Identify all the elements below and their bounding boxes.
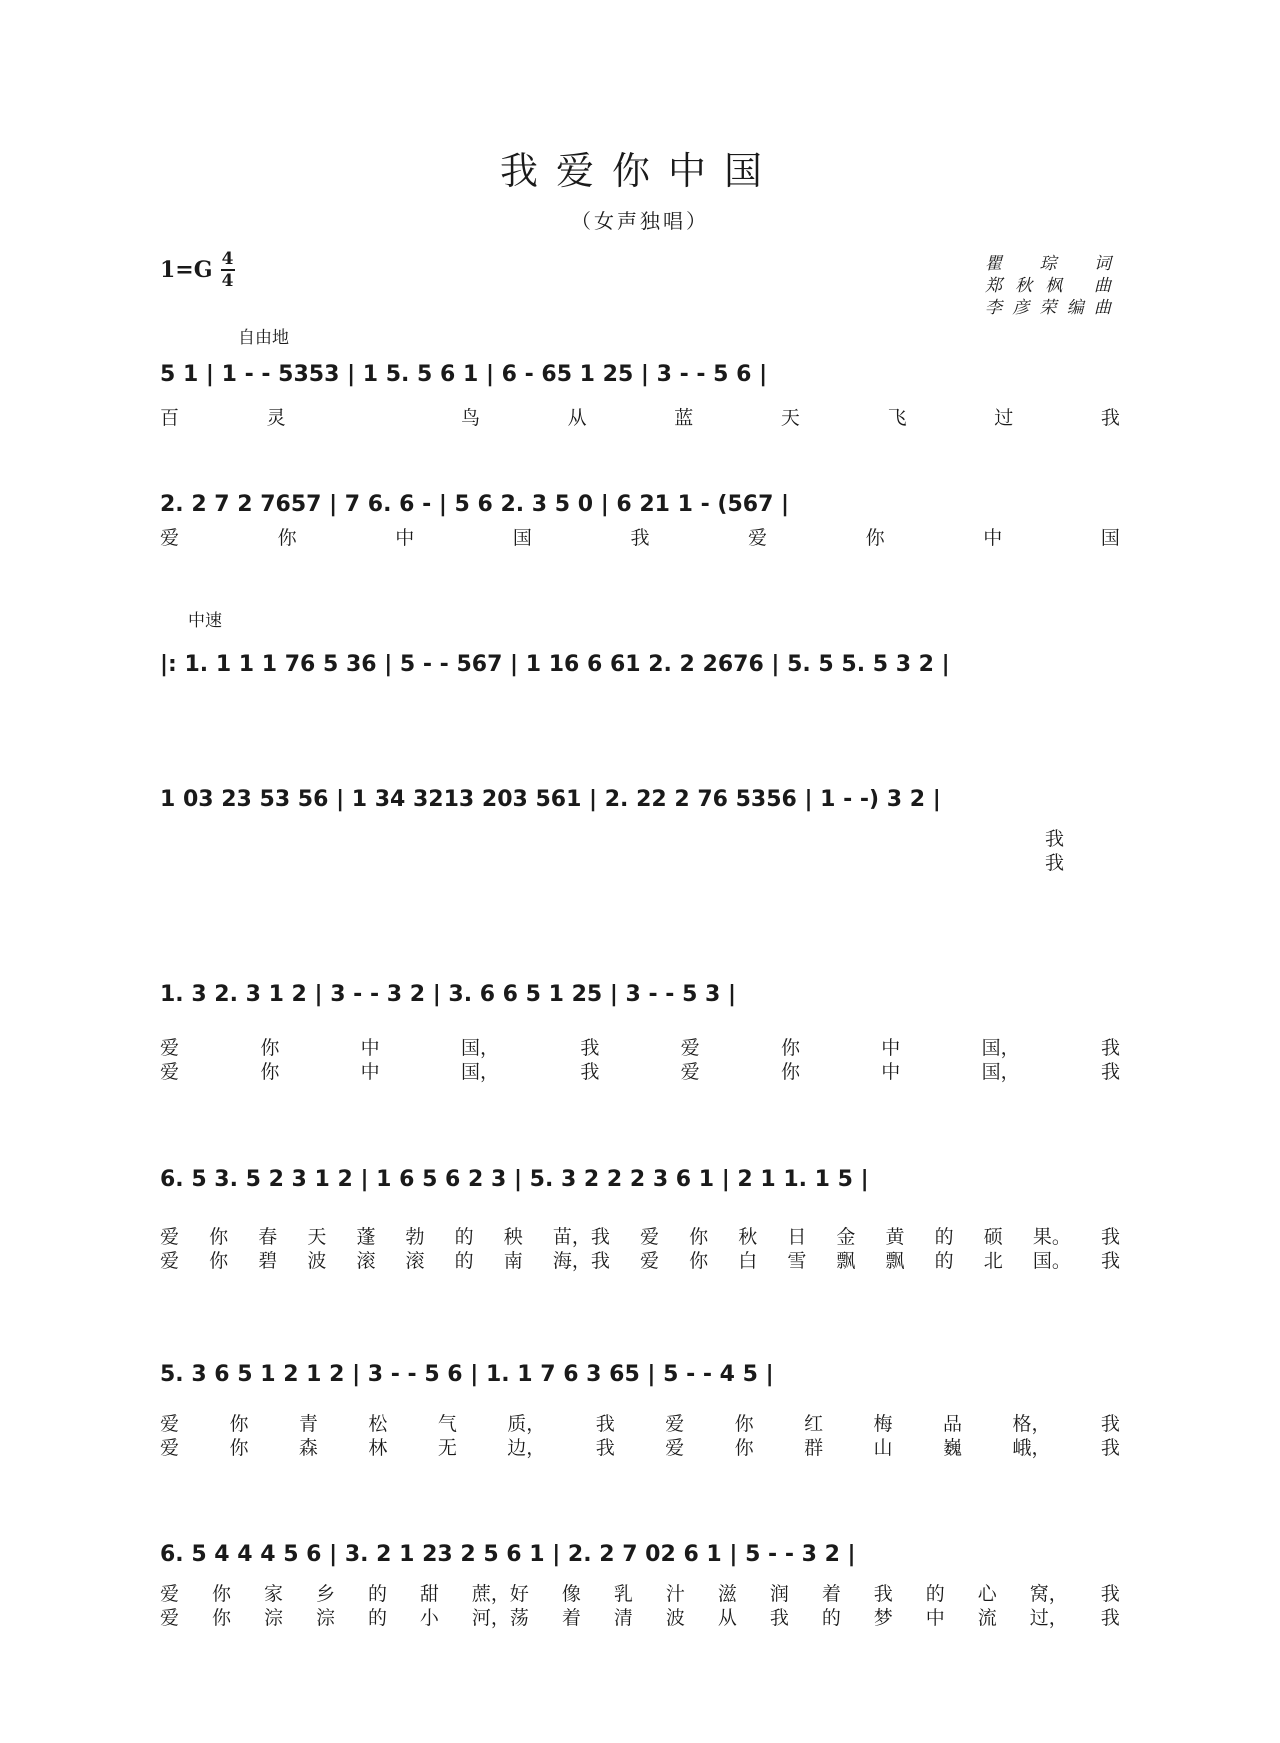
lyric-syllable: 你	[260, 1037, 280, 1059]
lyrics-block	[160, 1225, 1120, 1273]
lyric-syllable: 飘	[836, 1250, 856, 1272]
lyric-syllable: 我	[595, 1413, 615, 1435]
lyricist-credit: 瞿 琮 词	[985, 254, 1115, 274]
lyric-syllable: 的	[934, 1250, 954, 1272]
lyric-syllable: 你	[209, 1250, 229, 1272]
lyric-syllable: 爱	[160, 1437, 180, 1459]
lyrics-verse-1	[160, 1582, 1120, 1606]
lyric-syllable: 着	[561, 1607, 581, 1629]
lyric-syllable: 滋	[717, 1583, 737, 1605]
lyric-syllable: 淙	[315, 1607, 335, 1629]
lyric-syllable: 像	[561, 1583, 581, 1605]
lyric-syllable: 你	[229, 1437, 249, 1459]
tempo-free: 自由地	[238, 328, 289, 348]
lyric-syllable: 你	[734, 1437, 754, 1459]
lyrics-block	[160, 1582, 1120, 1630]
lyric-syllable: 你	[689, 1226, 709, 1248]
lyric-syllable: 我	[630, 527, 650, 549]
notation-text: |: 1. 1 1 1 76 5 36 | 5 - - 567 | 1 16 6 61 2. 2 2676 | 5. 5 5. 5 3 2 |	[160, 652, 950, 677]
lyric-syllable: 百	[160, 407, 180, 429]
lyric-syllable: 质，	[507, 1413, 546, 1435]
time-signature	[221, 250, 235, 290]
tempo-moderate: 中速	[188, 611, 222, 631]
notation-line	[160, 775, 1120, 825]
lyric-syllable: 爱	[160, 1607, 180, 1629]
lyric-syllable: 过	[994, 407, 1014, 429]
lyric-syllable: 森	[298, 1437, 318, 1459]
lyrics-verse-1	[160, 406, 1120, 430]
lyric-syllable: 林	[368, 1437, 388, 1459]
lyric-syllable: 你	[260, 1061, 280, 1083]
notation-text: 5 1 | 1 - - 5353 | 1 5. 5 6 1 | 6 - 65 1 25 | 3 - - 5 6 |	[160, 362, 768, 387]
lyrics-verse-1	[160, 1412, 1120, 1436]
lyrics-verse-2	[160, 1249, 1120, 1273]
lyrics-verse-2	[160, 1060, 1120, 1084]
lyric-syllable: 黄	[885, 1226, 905, 1248]
notation-text: 1. 3 2. 3 1 2 | 3 - - 3 2 | 3. 6 6 5 1 25 | 3 - - 5 3 |	[160, 982, 737, 1007]
lyric-syllable: 心	[977, 1583, 997, 1605]
lyric-syllable: 乡	[315, 1583, 335, 1605]
lyric-syllable: 爱	[680, 1061, 700, 1083]
notation-line	[160, 1530, 1120, 1580]
lyric-syllable: 蔗，好	[471, 1583, 529, 1605]
lyric-syllable: 碧	[258, 1250, 278, 1272]
lyric-syllable: 无	[437, 1437, 457, 1459]
lyric-syllable: 中	[881, 1061, 901, 1083]
lyric-syllable: 的	[925, 1583, 945, 1605]
lyric-syllable: 中	[360, 1037, 380, 1059]
lyric-syllable: 气	[437, 1413, 457, 1435]
lyric-syllable: 我	[580, 1037, 600, 1059]
lyric-syllable: 秧	[503, 1226, 523, 1248]
lyric-syllable: 我	[1100, 1061, 1120, 1083]
lyric-syllable: 甜	[419, 1583, 439, 1605]
key-label: 1=G	[160, 257, 213, 283]
lyric-syllable: 你	[865, 527, 885, 549]
lyric-syllable: 滚	[405, 1250, 425, 1272]
lyric-syllable: 春	[258, 1226, 278, 1248]
lyric-syllable: 国	[1100, 527, 1120, 549]
lyric-syllable: 你	[211, 1583, 231, 1605]
notation-line	[160, 970, 1120, 1020]
lyric-syllable: 润	[769, 1583, 789, 1605]
notation-text: 5. 3 6 5 1 2 1 2 | 3 - - 5 6 | 1. 1 7 6 3 65 | 5 - - 4 5 |	[160, 1362, 774, 1387]
lyrics-verse-1	[160, 1225, 1120, 1249]
credits	[985, 253, 1115, 319]
lyric-syllable: 梦	[873, 1607, 893, 1629]
lyric-syllable: 我	[769, 1607, 789, 1629]
lyric-syllable: 硕	[983, 1226, 1003, 1248]
lyric-syllable: 你	[211, 1607, 231, 1629]
lyric-syllable: 格，	[1012, 1413, 1051, 1435]
lyric-syllable: 我	[1100, 1226, 1120, 1248]
lyric-syllable: 国，	[460, 1061, 499, 1083]
lyric-syllable: 品	[942, 1413, 962, 1435]
lyric-syllable: 山	[873, 1437, 893, 1459]
lyric-syllable: 苗，我	[552, 1226, 610, 1248]
lyric-syllable: 过，	[1029, 1607, 1068, 1629]
lyric-syllable: 你	[780, 1061, 800, 1083]
lyric-syllable: 雪	[787, 1250, 807, 1272]
lyric-syllable: 爱	[639, 1250, 659, 1272]
lyric-syllable: 我	[1100, 1607, 1120, 1629]
notation-line	[160, 480, 1120, 530]
notation-line	[160, 1350, 1120, 1400]
lyric-syllable: 的	[454, 1250, 474, 1272]
lyric-syllable: 白	[738, 1250, 758, 1272]
lyric-syllable: 爱	[160, 1061, 180, 1083]
lyric-syllable: 小	[419, 1607, 439, 1629]
lyric-syllable: 你	[229, 1413, 249, 1435]
time-bottom: 4	[221, 271, 234, 291]
lyric-syllable: 松	[368, 1413, 388, 1435]
lyric-syllable: 的	[367, 1607, 387, 1629]
lyric-syllable: 的	[934, 1226, 954, 1248]
lyric-syllable: 爱	[665, 1413, 685, 1435]
lyric-syllable: 窝，	[1029, 1583, 1068, 1605]
lyrics-block	[160, 1036, 1120, 1084]
lyrics-verse-2: 我	[1045, 852, 1065, 874]
lyric-syllable: 中	[360, 1061, 380, 1083]
time-top: 4	[221, 249, 234, 269]
lyric-syllable: 滚	[356, 1250, 376, 1272]
lyric-syllable: 爱	[160, 1037, 180, 1059]
lyric-syllable: 的	[821, 1607, 841, 1629]
lyric-syllable: 红	[804, 1413, 824, 1435]
lyric-syllable: 你	[209, 1226, 229, 1248]
lyric-syllable: 果。	[1032, 1226, 1071, 1248]
notation-line	[160, 640, 1120, 690]
lyric-syllable: 清	[613, 1607, 633, 1629]
lyric-syllable: 你	[689, 1250, 709, 1272]
lyrics-verse-2	[160, 1606, 1120, 1630]
lyric-syllable: 梅	[873, 1413, 893, 1435]
lyric-syllable: 天	[780, 407, 800, 429]
lyric-syllable: 我	[580, 1061, 600, 1083]
lyric-syllable: 国	[512, 527, 532, 549]
lyric-syllable: 我	[1100, 1037, 1120, 1059]
lyric-syllable: 蓬	[356, 1226, 376, 1248]
notation-text: 6. 5 3. 5 2 3 1 2 | 1 6 5 6 2 3 | 5. 3 2 2 2 3 6 1 | 2 1 1. 1 5 |	[160, 1167, 869, 1192]
lyric-syllable: 家	[263, 1583, 283, 1605]
lyric-syllable: 天	[307, 1226, 327, 1248]
lyric-syllable: 边，	[507, 1437, 546, 1459]
lyric-syllable: 着	[821, 1583, 841, 1605]
composer-credit: 郑秋枫 曲	[985, 276, 1115, 296]
lyric-syllable: 灵	[266, 407, 286, 429]
lyric-syllable: 青	[298, 1413, 318, 1435]
lyric-syllable: 的	[367, 1583, 387, 1605]
lyric-syllable: 汁	[665, 1583, 685, 1605]
lyric-syllable: 你	[734, 1413, 754, 1435]
lyrics-verse-2	[160, 1436, 1120, 1460]
lyric-syllable: 勃	[405, 1226, 425, 1248]
lyric-syllable: 金	[836, 1226, 856, 1248]
lyric-syllable: 爱	[160, 1250, 180, 1272]
song-title: 我爱你中国	[499, 149, 780, 193]
lyric-syllable: 爱	[160, 1413, 180, 1435]
lyric-syllable: 峨，	[1012, 1437, 1051, 1459]
lyric-syllable: 国。	[1032, 1250, 1071, 1272]
lyric-syllable: 你	[780, 1037, 800, 1059]
key-signature	[160, 250, 235, 290]
song-subtitle: （女声独唱）	[571, 209, 709, 233]
lyric-syllable: 爱	[160, 1226, 180, 1248]
lyric-syllable: 国，	[460, 1037, 499, 1059]
arranger-credit: 李彦荣编曲	[985, 298, 1115, 318]
lyric-syllable: 的	[454, 1226, 474, 1248]
lyrics-verse-1	[160, 526, 1120, 550]
lyric-syllable: 国，	[981, 1037, 1020, 1059]
lyric-syllable: 爱	[680, 1037, 700, 1059]
notation-text: 6. 5 4 4 4 5 6 | 3. 2 1 23 2 5 6 1 | 2. 2 7 02 6 1 | 5 - - 3 2 |	[160, 1542, 856, 1567]
lyric-syllable: 淙	[263, 1607, 283, 1629]
lyric-syllable: 波	[665, 1607, 685, 1629]
lyric-syllable: 我	[873, 1583, 893, 1605]
lyric-syllable: 我	[1100, 1583, 1120, 1605]
lyric-syllable: 你	[277, 527, 297, 549]
lyrics-verse-1	[160, 1036, 1120, 1060]
notation-text: 2. 2 7 2 7657 | 7 6. 6 - | 5 6 2. 3 5 0 | 6 21 1 - (567 |	[160, 492, 790, 517]
lyrics-block	[1045, 827, 1085, 875]
lyric-syllable: 爱	[160, 527, 180, 549]
lyric-syllable: 我	[1100, 407, 1120, 429]
lyric-syllable: 流	[977, 1607, 997, 1629]
lyric-syllable: 飞	[887, 407, 907, 429]
lyric-syllable: 南	[503, 1250, 523, 1272]
lyric-syllable: 爱	[639, 1226, 659, 1248]
notation-text: 1 03 23 53 56 | 1 34 3213 203 561 | 2. 22 2 76 5356 | 1 - -) 3 2 |	[160, 787, 941, 812]
lyric-syllable: 我	[1100, 1250, 1120, 1272]
lyric-syllable: 中	[983, 527, 1003, 549]
lyric-syllable: 中	[881, 1037, 901, 1059]
lyric-syllable: 河，荡	[471, 1607, 529, 1629]
lyrics-block	[160, 526, 1120, 550]
lyrics-block	[160, 406, 1120, 430]
lyric-syllable: 飘	[885, 1250, 905, 1272]
lyric-syllable: 日	[787, 1226, 807, 1248]
lyric-syllable: 国，	[981, 1061, 1020, 1083]
lyrics-block	[160, 1412, 1120, 1460]
lyric-syllable: 从	[717, 1607, 737, 1629]
lyrics-verse-1: 我	[1045, 828, 1065, 850]
lyric-syllable: 从	[567, 407, 587, 429]
lyric-syllable: 海，我	[552, 1250, 610, 1272]
lyric-syllable: 我	[595, 1437, 615, 1459]
lyric-syllable: 爱	[665, 1437, 685, 1459]
lyric-syllable: 群	[804, 1437, 824, 1459]
lyric-syllable: 乳	[613, 1583, 633, 1605]
lyric-syllable: 我	[1100, 1437, 1120, 1459]
lyric-syllable: 鸟	[460, 407, 480, 429]
notation-line	[160, 1155, 1120, 1205]
lyric-syllable: 爱	[160, 1583, 180, 1605]
lyric-syllable: 中	[925, 1607, 945, 1629]
notation-line	[160, 350, 1120, 400]
lyric-syllable: 蓝	[674, 407, 694, 429]
lyric-syllable: 北	[983, 1250, 1003, 1272]
lyric-syllable: 我	[1100, 1413, 1120, 1435]
lyric-syllable: 中	[395, 527, 415, 549]
lyric-syllable: 秋	[738, 1226, 758, 1248]
lyric-syllable: 巍	[942, 1437, 962, 1459]
lyric-syllable: 爱	[748, 527, 768, 549]
lyric-syllable: 波	[307, 1250, 327, 1272]
